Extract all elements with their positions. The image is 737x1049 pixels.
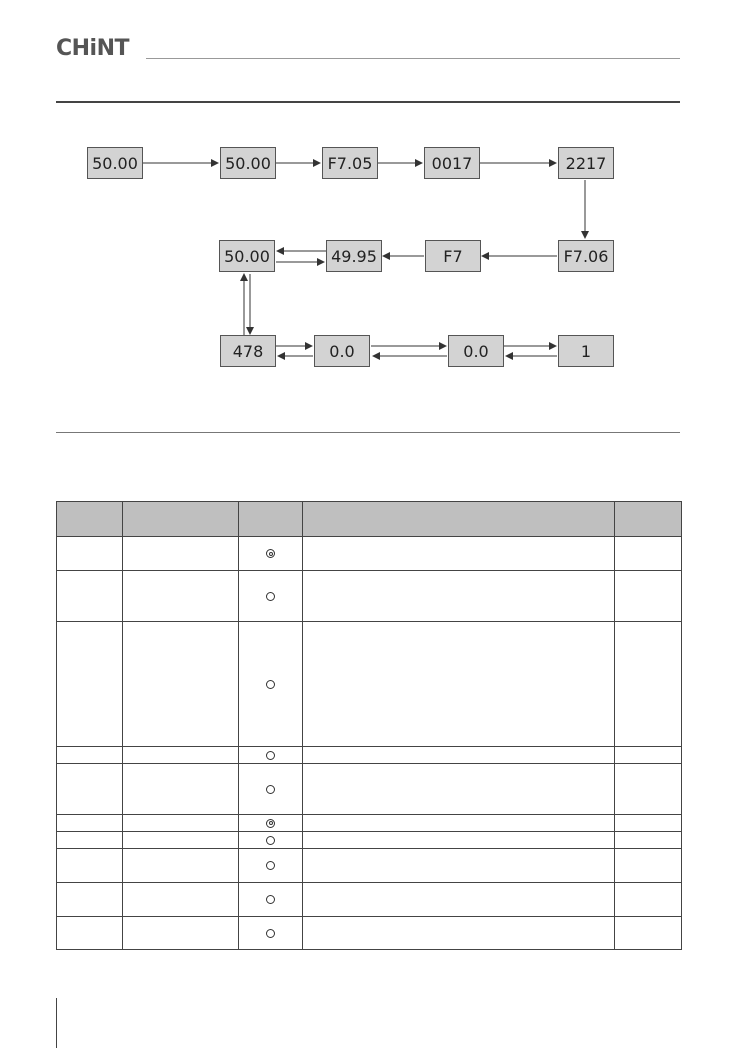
circle-icon [266, 680, 275, 689]
table-row [57, 537, 682, 571]
lcd-display: 50.00 [87, 147, 143, 179]
header-cell [239, 502, 303, 537]
circle-icon [266, 785, 275, 794]
header-cell [57, 502, 123, 537]
header-cell [123, 502, 239, 537]
footer-rule [56, 998, 57, 1048]
table-row [57, 815, 682, 832]
lcd-display: F7.06 [558, 240, 614, 272]
lcd-display: 2217 [558, 147, 614, 179]
table-row [57, 849, 682, 883]
flow-arrows [0, 0, 737, 440]
table-row [57, 917, 682, 950]
double-circle-icon [266, 549, 275, 558]
table-header-row [57, 502, 682, 537]
circle-icon [266, 895, 275, 904]
circle-icon [266, 751, 275, 760]
table-row [57, 622, 682, 747]
chint-logo: CHiNT [56, 36, 130, 61]
circle-icon [266, 861, 275, 870]
header-cell [303, 502, 615, 537]
parameter-table [56, 501, 682, 950]
lcd-display: 50.00 [219, 240, 275, 272]
lcd-display: 49.95 [326, 240, 382, 272]
circle-icon [266, 592, 275, 601]
lcd-display: F7 [425, 240, 481, 272]
lcd-display: 0.0 [448, 335, 504, 367]
section-divider-middle [56, 432, 680, 433]
lcd-display: 50.00 [220, 147, 276, 179]
header-cell [615, 502, 682, 537]
table-row [57, 764, 682, 815]
table-row [57, 883, 682, 917]
lcd-display: 478 [220, 335, 276, 367]
lcd-display: 1 [558, 335, 614, 367]
circle-icon [266, 929, 275, 938]
table-row [57, 832, 682, 849]
double-circle-icon [266, 819, 275, 828]
lcd-display: 0.0 [314, 335, 370, 367]
lcd-display: F7.05 [322, 147, 378, 179]
table-row [57, 747, 682, 764]
lcd-display: 0017 [424, 147, 480, 179]
table-row [57, 571, 682, 622]
circle-icon [266, 836, 275, 845]
